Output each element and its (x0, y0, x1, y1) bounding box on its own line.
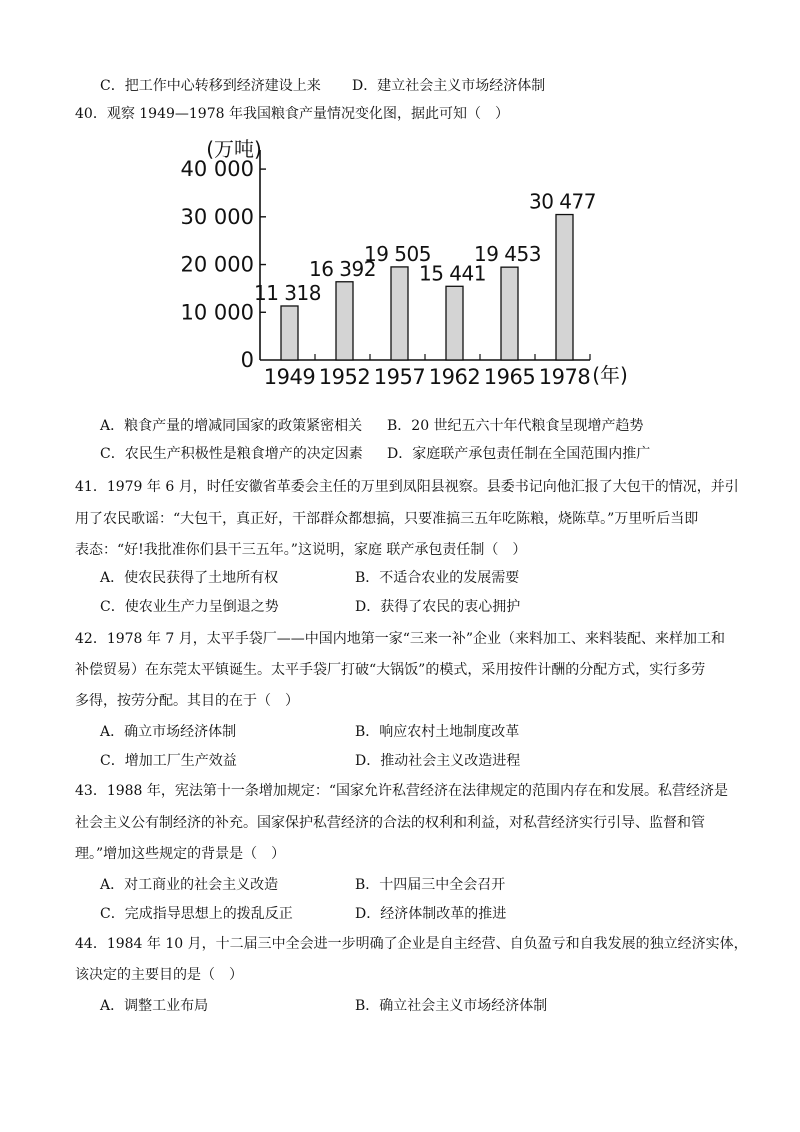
bar-1978 (556, 215, 573, 360)
x-category-label: 1949 (263, 365, 316, 389)
q41-stem-line-1: 41．1979 年 6 月，时任安徽省革委会主任的万里到凤阳县视察。县委书记向他汇报了大包干的情况，并引 (75, 479, 739, 495)
q43-stem-line-3: 理。”增加这些规定的背景是（ ） (75, 846, 286, 862)
q40-option-d[interactable]: D．家庭联产承包责任制在全国范围内推广 (387, 446, 651, 462)
q39-option-d[interactable]: D．建立社会主义市场经济体制 (352, 78, 546, 94)
x-category-label: 1965 (483, 365, 536, 389)
bar-1952 (336, 282, 353, 360)
bar-1962 (446, 286, 463, 360)
q40-option-c[interactable]: C．农民生产积极性是粮食增产的决定因素 (100, 446, 363, 462)
q41-stem-line-3: 表态：“好!我批准你们县干三五年。”这说明，家庭 联产承包责任制（ ） (75, 542, 527, 558)
bar-value-label: 11 318 (254, 280, 321, 305)
q41-stem-line-2: 用了农民歌谣：“大包干，真正好，干部群众都想搞，只要准搞三五年吃陈粮，烧陈草。”万里听后当即 (75, 511, 699, 527)
y-tick-label: 10 000 (180, 300, 254, 325)
grain-production-chart (170, 130, 650, 400)
q44-option-b[interactable]: B．确立社会主义市场经济体制 (355, 998, 548, 1014)
bar-value-label: 30 477 (529, 189, 596, 214)
q44-option-a[interactable]: A．调整工业布局 (100, 998, 209, 1014)
q42-stem-line-2: 补偿贸易）在东莞太平镇诞生。太平手袋厂打破“大锅饭”的模式，采用按件计酬的分配方式，实行多劳 (75, 662, 706, 678)
x-category-label: 1957 (373, 365, 426, 389)
q42-stem-line-1: 42．1978 年 7 月，太平手袋厂——中国内地第一家“三来一补”企业（来料加工、来料装配、来样加工和 (75, 631, 726, 647)
y-unit-label: (万吨) (206, 137, 262, 161)
q43-option-d[interactable]: D．经济体制改革的推进 (355, 906, 507, 922)
y-tick-label: 30 000 (180, 204, 254, 229)
bar-value-label: 15 441 (419, 261, 486, 286)
q40-stem: 40．观察 1949—1978 年我国粮食产量情况变化图，据此可知（ ） (75, 106, 509, 122)
q42-option-a[interactable]: A．确立市场经济体制 (100, 724, 237, 740)
bar-chart-svg (170, 130, 650, 400)
q40-option-a[interactable]: A．粮食产量的增减同国家的政策紧密相关 (100, 418, 363, 434)
q43-option-c[interactable]: C．完成指导思想上的拨乱反正 (100, 906, 293, 922)
q40-option-b[interactable]: B．20 世纪五六十年代粮食呈现增产趋势 (387, 418, 644, 434)
q44-stem-line-2: 该决定的主要目的是（ ） (75, 967, 243, 983)
x-category-label: 1962 (428, 365, 481, 389)
q41-option-d[interactable]: D．获得了农民的衷心拥护 (355, 599, 521, 615)
y-tick-label: 20 000 (180, 252, 254, 277)
y-tick-label: 40 000 (180, 157, 254, 182)
x-category-label: 1952 (318, 365, 371, 389)
q42-stem-line-3: 多得，按劳分配。其目的在于（ ） (75, 693, 299, 709)
q43-stem-line-2: 社会主义公有制经济的补充。国家保护私营经济的合法的权利和利益，对私营经济实行引导、监督和管 (75, 815, 705, 831)
x-unit-label: (年) (592, 363, 628, 387)
q43-option-b[interactable]: B．十四届三中全会召开 (355, 877, 506, 893)
q41-option-a[interactable]: A．使农民获得了土地所有权 (100, 570, 279, 586)
bar-value-label: 19 453 (474, 242, 541, 267)
q42-option-c[interactable]: C．增加工厂生产效益 (100, 753, 237, 769)
bar-1957 (391, 267, 408, 360)
q43-option-a[interactable]: A．对工商业的社会主义改造 (100, 877, 279, 893)
q41-option-b[interactable]: B．不适合农业的发展需要 (355, 570, 520, 586)
q42-option-b[interactable]: B．响应农村土地制度改革 (355, 724, 520, 740)
bar-value-label: 19 505 (364, 241, 431, 266)
bar-1949 (281, 306, 298, 360)
bar-value-label: 16 392 (309, 256, 376, 281)
y-tick-label: 0 (240, 348, 254, 372)
q42-option-d[interactable]: D．推动社会主义改造进程 (355, 753, 521, 769)
q39-option-c[interactable]: C．把工作中心转移到经济建设上来 (100, 78, 321, 94)
q44-stem-line-1: 44．1984 年 10 月，十二届三中全会进一步明确了企业是自主经营、自负盈亏和自我发展的独立经济实体， (75, 936, 748, 952)
q41-option-c[interactable]: C．使农业生产力呈倒退之势 (100, 599, 279, 615)
x-category-label: 1978 (538, 365, 591, 389)
bar-1965 (501, 267, 518, 360)
q43-stem-line-1: 43．1988 年，宪法第十一条增加规定：“国家允许私营经济在法律规定的范围内存在和发展。私营经济是 (75, 783, 729, 799)
